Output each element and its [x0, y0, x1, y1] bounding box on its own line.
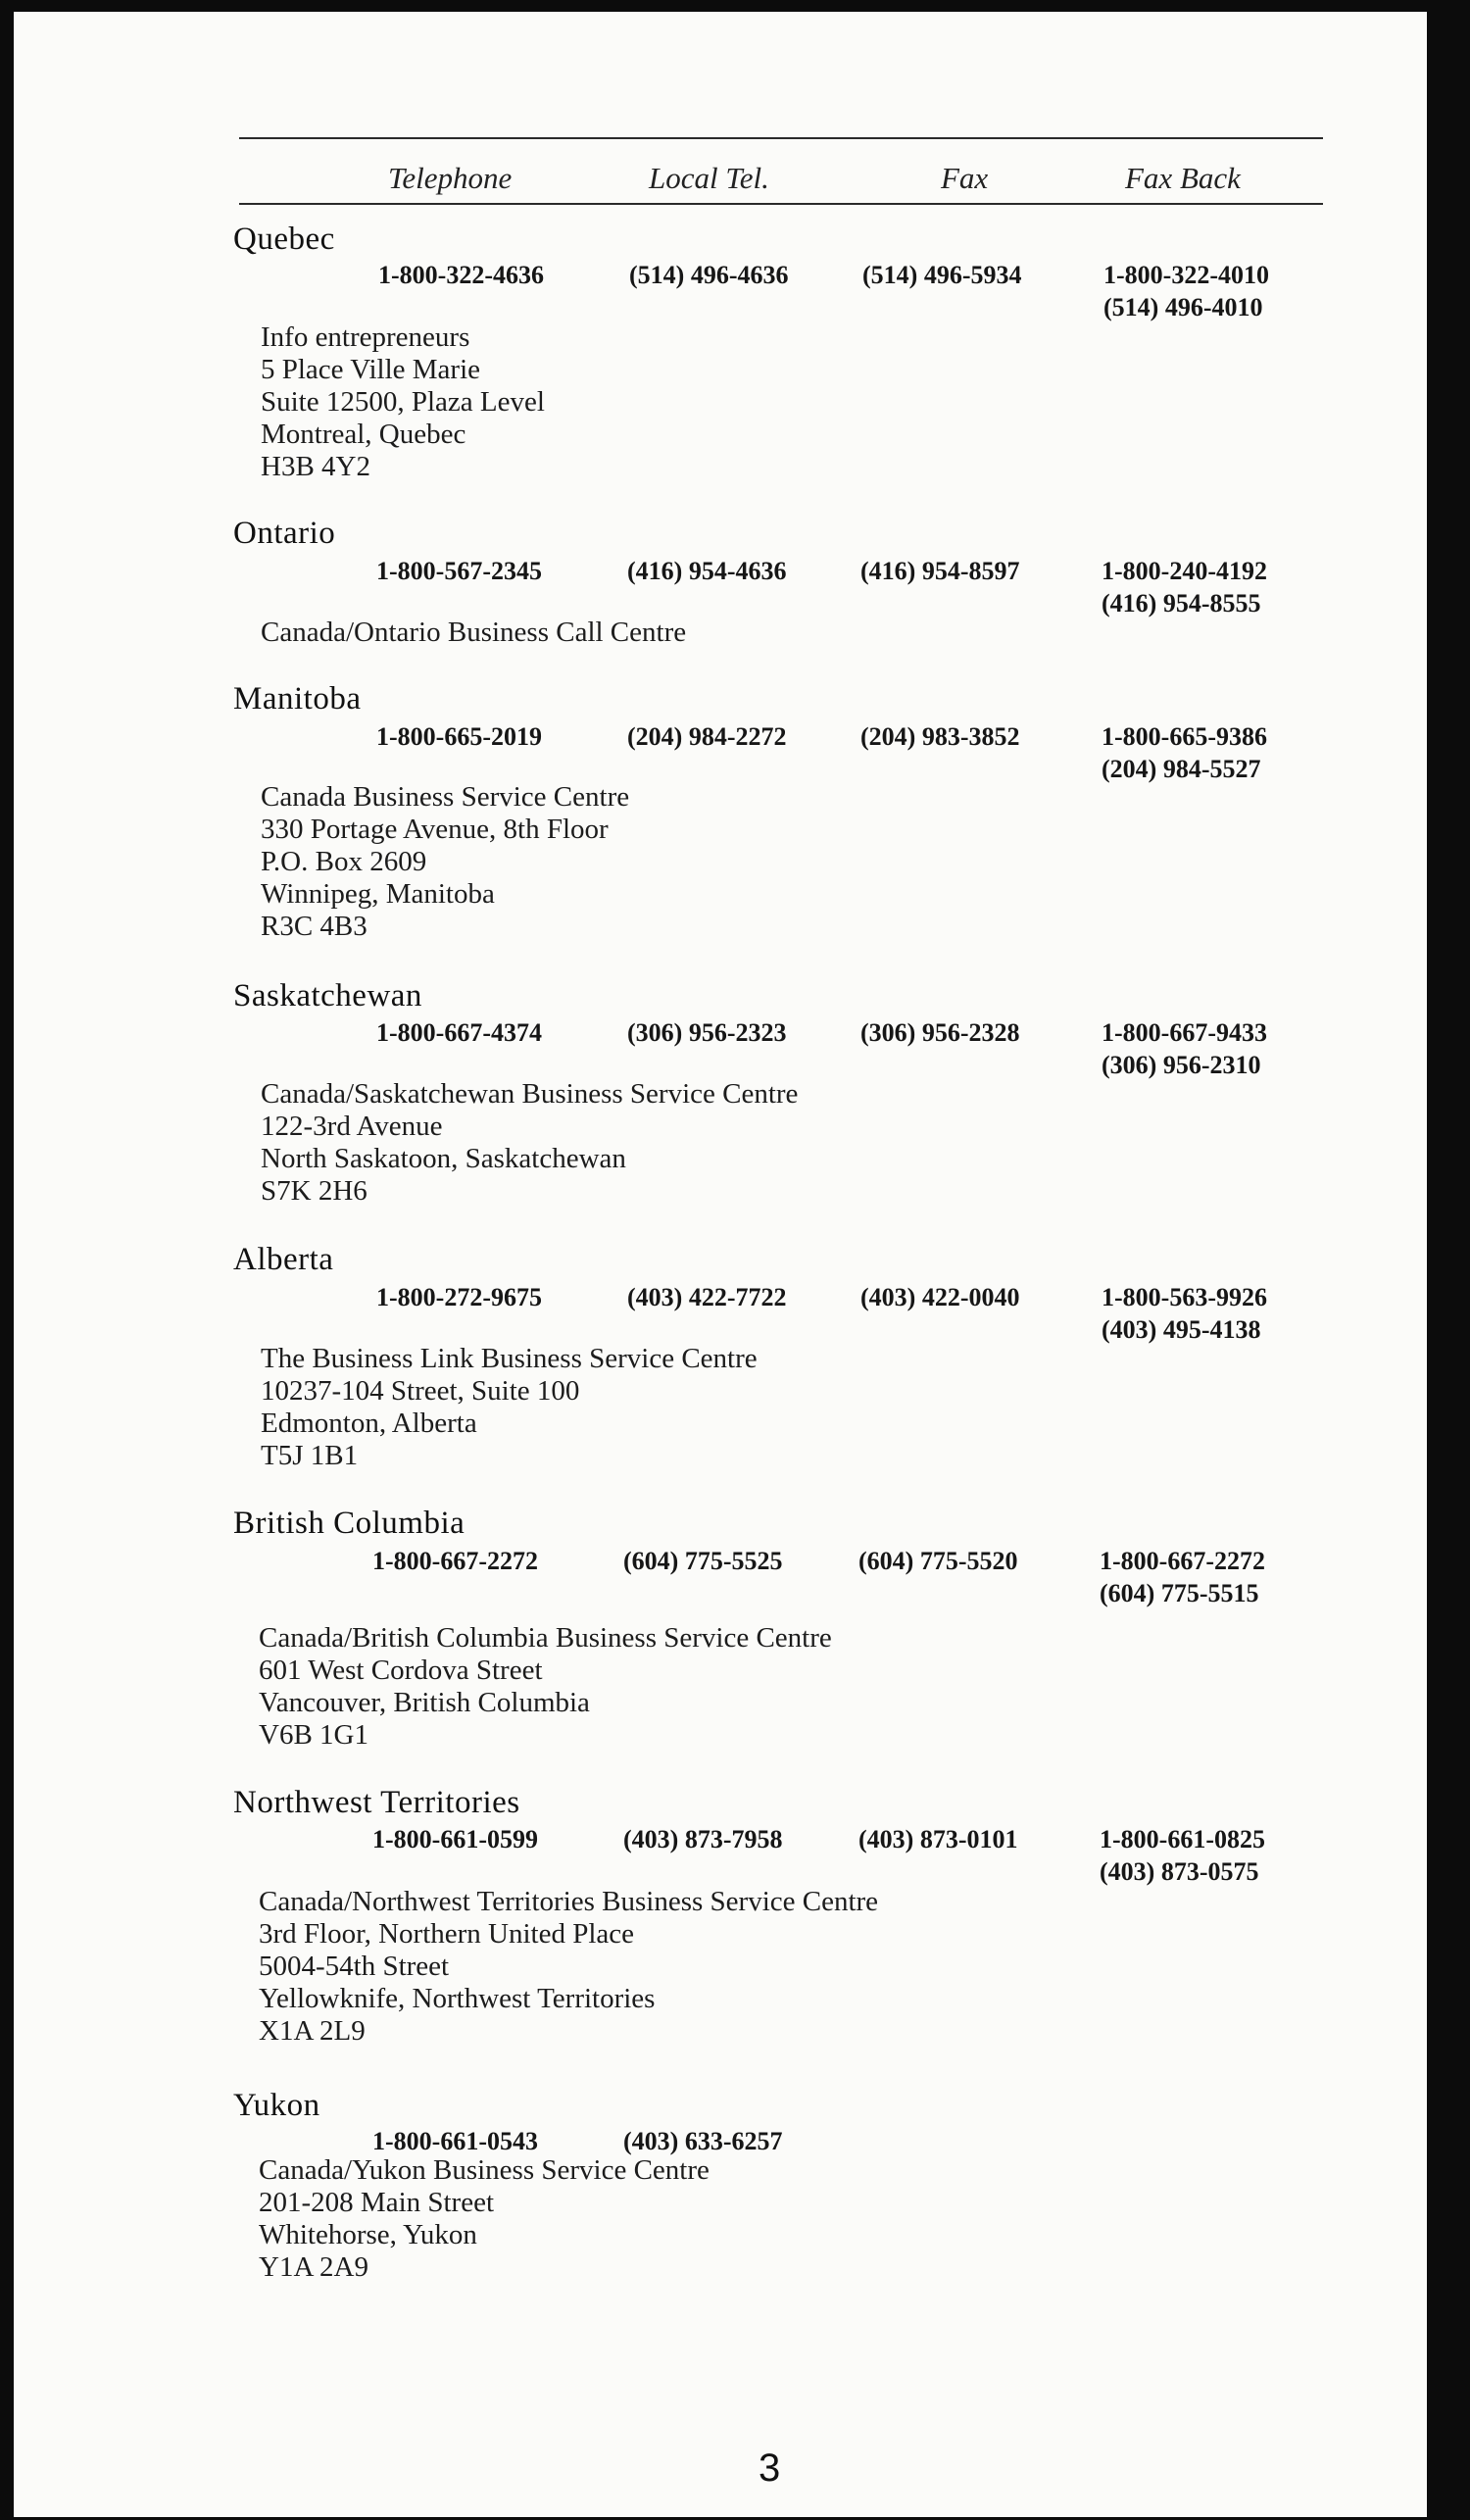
address-line: Yellowknife, Northwest Territories — [259, 1983, 656, 2014]
office-address — [261, 617, 686, 649]
province-name: Quebec — [233, 222, 335, 257]
local-tel-number: (604) 775-5525 — [623, 1547, 783, 1575]
address-line: 10237-104 Street, Suite 100 — [261, 1375, 580, 1407]
telephone-number: 1-800-661-0599 — [372, 1825, 538, 1853]
office-address — [259, 2154, 710, 2284]
telephone-number: 1-800-667-4374 — [376, 1018, 542, 1047]
province-name: Manitoba — [233, 681, 362, 716]
fax-back-number: 1-800-667-9433 — [1102, 1018, 1267, 1047]
fax-back-number: 1-800-240-4192 — [1102, 557, 1267, 585]
address-line: T5J 1B1 — [261, 1440, 359, 1471]
address-line: 201-208 Main Street — [259, 2187, 495, 2218]
header-local-tel: Local Tel. — [649, 161, 769, 195]
address-line: S7K 2H6 — [261, 1175, 368, 1207]
header-fax-back: Fax Back — [1125, 161, 1241, 195]
address-line: Edmonton, Alberta — [261, 1408, 477, 1439]
local-tel-number: (403) 873-7958 — [623, 1825, 783, 1853]
fax-back-number-local: (416) 954-8555 — [1102, 589, 1261, 618]
fax-number: (514) 496-5934 — [862, 261, 1022, 289]
office-address — [259, 1622, 832, 1752]
telephone-number: 1-800-661-0543 — [372, 2127, 538, 2155]
address-line: R3C 4B3 — [261, 911, 368, 942]
header-top-rule — [239, 137, 1323, 139]
address-line: Canada/Ontario Business Call Centre — [261, 617, 687, 648]
province-name: Saskatchewan — [233, 978, 422, 1013]
fax-back-number: 1-800-322-4010 — [1103, 261, 1269, 289]
local-tel-number: (204) 984-2272 — [627, 722, 787, 751]
telephone-number: 1-800-322-4636 — [378, 261, 544, 289]
address-line: 3rd Floor, Northern United Place — [259, 1918, 635, 1950]
telephone-number: 1-800-665-2019 — [376, 722, 542, 751]
fax-back-number: 1-800-665-9386 — [1102, 722, 1267, 751]
document-page — [14, 12, 1427, 2517]
fax-back-number-local: (403) 495-4138 — [1102, 1315, 1261, 1344]
province-name: British Columbia — [233, 1506, 466, 1541]
fax-back-number-local: (403) 873-0575 — [1100, 1857, 1259, 1886]
header-bottom-rule — [239, 203, 1323, 205]
fax-back-number: 1-800-661-0825 — [1100, 1825, 1265, 1853]
address-line: Canada/Yukon Business Service Centre — [259, 2154, 710, 2186]
address-line: Suite 12500, Plaza Level — [261, 386, 545, 418]
page-number: 3 — [759, 2446, 781, 2490]
fax-back-number-local: (604) 775-5515 — [1100, 1579, 1259, 1607]
address-line: Winnipeg, Manitoba — [261, 878, 495, 910]
local-tel-number: (403) 422-7722 — [627, 1283, 787, 1311]
address-line: Canada/Saskatchewan Business Service Centre — [261, 1078, 799, 1110]
telephone-number: 1-800-567-2345 — [376, 557, 542, 585]
fax-back-number-local: (306) 956-2310 — [1102, 1051, 1261, 1079]
province-name: Yukon — [233, 2088, 320, 2123]
address-line: Canada/British Columbia Business Service Centre — [259, 1622, 832, 1654]
fax-number: (604) 775-5520 — [858, 1547, 1018, 1575]
local-tel-number: (306) 956-2323 — [627, 1018, 787, 1047]
fax-back-number-local: (204) 984-5527 — [1102, 755, 1261, 783]
address-line: Canada/Northwest Territories Business Service Centre — [259, 1886, 879, 1917]
fax-number: (416) 954-8597 — [860, 557, 1020, 585]
address-line: 5 Place Ville Marie — [261, 354, 481, 385]
office-address — [259, 1886, 878, 2048]
province-name: Alberta — [233, 1242, 334, 1277]
address-line: Montreal, Quebec — [261, 419, 466, 450]
address-line: Canada Business Service Centre — [261, 781, 630, 813]
telephone-number: 1-800-667-2272 — [372, 1547, 538, 1575]
address-line: North Saskatoon, Saskatchewan — [261, 1143, 626, 1174]
office-address — [261, 781, 629, 943]
address-line: H3B 4Y2 — [261, 451, 370, 482]
fax-number: (403) 873-0101 — [858, 1825, 1018, 1853]
telephone-number: 1-800-272-9675 — [376, 1283, 542, 1311]
fax-back-number: 1-800-563-9926 — [1102, 1283, 1267, 1311]
address-line: Y1A 2A9 — [259, 2251, 368, 2283]
local-tel-number: (514) 496-4636 — [629, 261, 789, 289]
office-address — [261, 321, 545, 483]
province-name: Northwest Territories — [233, 1785, 520, 1820]
office-address — [261, 1343, 758, 1472]
address-line: V6B 1G1 — [259, 1719, 368, 1751]
office-address — [261, 1078, 798, 1208]
fax-back-number: 1-800-667-2272 — [1100, 1547, 1265, 1575]
address-line: 122-3rd Avenue — [261, 1111, 443, 1142]
header-fax: Fax — [941, 161, 989, 195]
local-tel-number: (416) 954-4636 — [627, 557, 787, 585]
fax-number: (204) 983-3852 — [860, 722, 1020, 751]
scan-border-right — [1427, 0, 1470, 2520]
address-line: 5004-54th Street — [259, 1951, 450, 1982]
fax-number: (403) 422-0040 — [860, 1283, 1020, 1311]
address-line: Info entrepreneurs — [261, 321, 470, 353]
address-line: Vancouver, British Columbia — [259, 1687, 590, 1718]
address-line: P.O. Box 2609 — [261, 846, 427, 877]
address-line: 330 Portage Avenue, 8th Floor — [261, 814, 609, 845]
address-line: X1A 2L9 — [259, 2015, 366, 2047]
header-telephone: Telephone — [388, 161, 513, 195]
address-line: The Business Link Business Service Centre — [261, 1343, 758, 1374]
fax-number: (306) 956-2328 — [860, 1018, 1020, 1047]
address-line: 601 West Cordova Street — [259, 1655, 543, 1686]
province-name: Ontario — [233, 516, 336, 551]
address-line: Whitehorse, Yukon — [259, 2219, 477, 2250]
local-tel-number: (403) 633-6257 — [623, 2127, 783, 2155]
fax-back-number-local: (514) 496-4010 — [1103, 293, 1263, 321]
